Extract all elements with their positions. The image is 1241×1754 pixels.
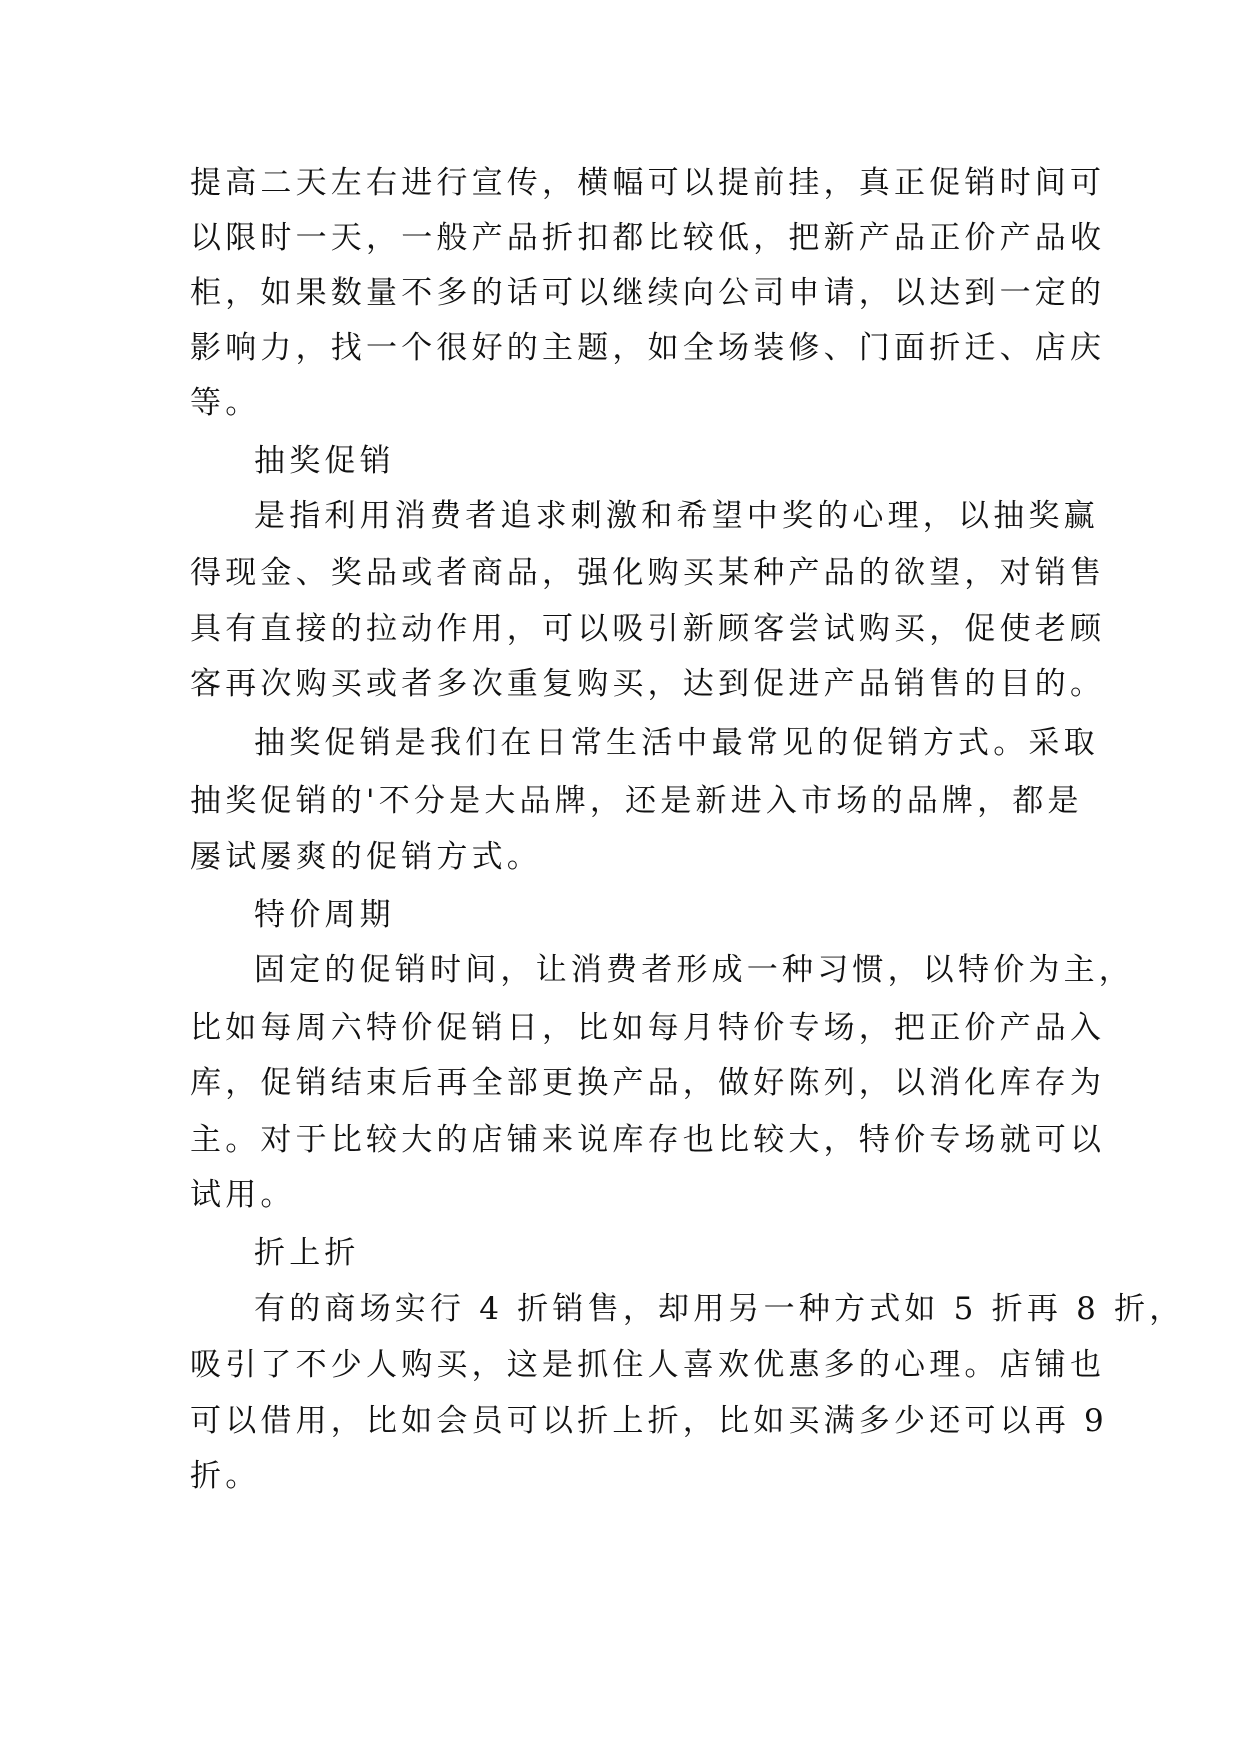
paragraph-line: 试用。 bbox=[190, 1177, 296, 1213]
paragraph-line: 具有直接的拉动作用，可以吸引新顾客尝试购买，促使老顾 bbox=[190, 611, 1106, 647]
paragraph-line: 是指利用消费者追求刺激和希望中奖的心理，以抽奖赢 bbox=[254, 498, 1099, 534]
paragraph-line: 抽奖促销的'不分是大品牌，还是新进入市场的品牌，都是 bbox=[190, 783, 1083, 819]
paragraph-line: 抽奖促销是我们在日常生活中最常见的促销方式。采取 bbox=[254, 725, 1099, 761]
paragraph-line: 主。对于比较大的店铺来说库存也比较大，特价专场就可以 bbox=[190, 1122, 1106, 1158]
paragraph-line: 库，促销结束后再全部更换产品，做好陈列，以消化库存为 bbox=[190, 1065, 1106, 1101]
paragraph-line: 固定的促销时间，让消费者形成一种习惯，以特价为主， bbox=[254, 952, 1134, 988]
section-heading: 折上折 bbox=[254, 1235, 360, 1271]
paragraph-line: 客再次购买或者多次重复购买，达到促进产品销售的目的。 bbox=[190, 666, 1106, 702]
paragraph-line: 屡试屡爽的促销方式。 bbox=[190, 839, 542, 875]
paragraph-line: 折。 bbox=[190, 1458, 261, 1494]
paragraph-line: 吸引了不少人购买，这是抓住人喜欢优惠多的心理。店铺也 bbox=[190, 1347, 1106, 1383]
paragraph-line: 有的商场实行 4 折销售，却用另一种方式如 5 折再 8 折， bbox=[254, 1291, 1185, 1327]
paragraph-line: 影响力，找一个很好的主题，如全场装修、门面折迁、店庆 bbox=[190, 330, 1106, 366]
paragraph-line: 以限时一天，一般产品折扣都比较低，把新产品正价产品收 bbox=[190, 220, 1106, 256]
section-heading: 抽奖促销 bbox=[254, 443, 395, 479]
paragraph-line: 柜，如果数量不多的话可以继续向公司申请，以达到一定的 bbox=[190, 275, 1106, 311]
paragraph-line: 提高二天左右进行宣传，横幅可以提前挂，真正促销时间可 bbox=[190, 165, 1106, 201]
paragraph-line: 等。 bbox=[190, 385, 261, 421]
paragraph-line: 比如每周六特价促销日，比如每月特价专场，把正价产品入 bbox=[190, 1010, 1106, 1046]
section-heading: 特价周期 bbox=[254, 897, 395, 933]
paragraph-line: 可以借用，比如会员可以折上折，比如买满多少还可以再 9 bbox=[190, 1403, 1108, 1439]
paragraph-line: 得现金、奖品或者商品，强化购买某种产品的欲望，对销售 bbox=[190, 555, 1106, 591]
